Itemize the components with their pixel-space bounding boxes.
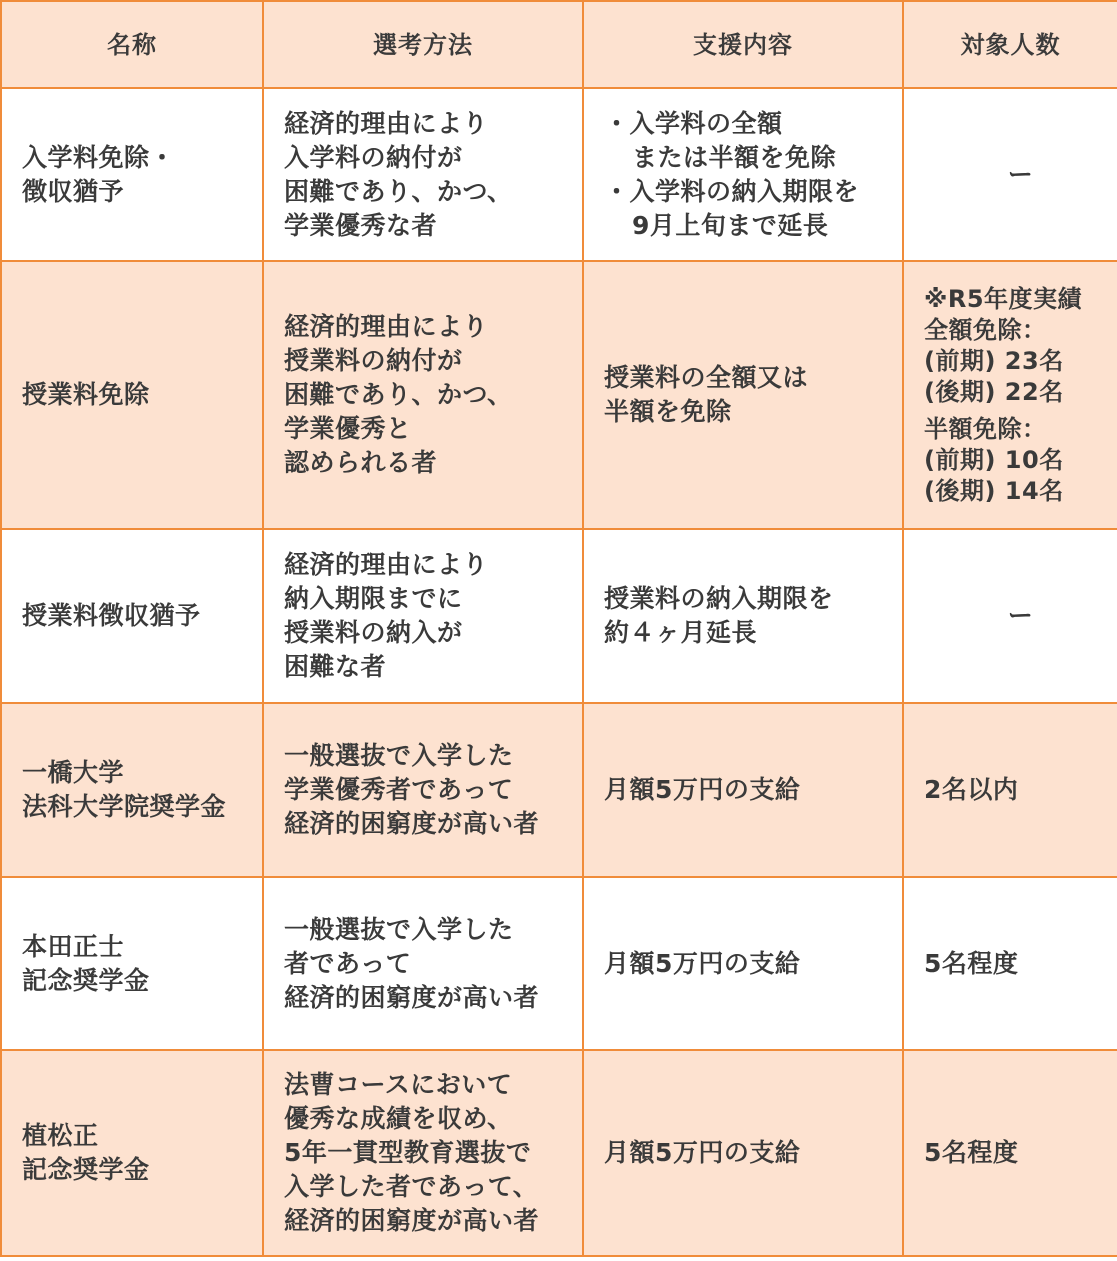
count-half-first: (前期) 10名 <box>924 445 1064 474</box>
row-support-line: 月額5万円の支給 <box>604 948 801 978</box>
count-note: ※R5年度実績 <box>924 284 1083 313</box>
row-method-line: 困難であり、かつ、 <box>284 380 513 409</box>
row-support-line: 授業料の全額又は <box>604 363 809 392</box>
row-support-line: 月額5万円の支給 <box>604 1138 801 1167</box>
row-name-line: 記念奨学金 <box>22 1155 150 1184</box>
row-method-line: 納入期限までに <box>284 584 463 613</box>
bullet-mark: ・ <box>604 108 630 138</box>
header-count: 対象人数 <box>903 1 1117 88</box>
row-method-cell <box>263 703 583 877</box>
table-row <box>1 261 1117 529</box>
row-method-line: 経済的困窮度が高い者 <box>284 809 540 838</box>
support-bullet-item <box>604 107 902 141</box>
row-count-cell: ー <box>903 88 1117 261</box>
row-name-line: 法科大学院奨学金 <box>22 792 227 821</box>
row-support-cell <box>583 703 903 877</box>
count-half-label: 半額免除： <box>924 414 1047 443</box>
row-method-line: 一般選抜で入学した <box>284 741 514 770</box>
row-method-line: 経済的困窮度が高い者 <box>284 982 540 1012</box>
row-method-line: 授業料の納入が <box>284 618 463 647</box>
row-method-line: 困難であり、かつ、 <box>284 176 513 206</box>
support-bullet-continuation: 9月上旬まで延長 <box>632 210 829 240</box>
count-full-first: (前期) 23名 <box>924 346 1064 375</box>
row-method-line: 入学した者であって、 <box>284 1172 539 1201</box>
row-name-line: 徴収猶予 <box>22 176 125 206</box>
row-name-line: 授業料徴収猶予 <box>22 601 201 630</box>
row-method-line: 学業優秀と <box>284 414 412 443</box>
row-count-cell: ー <box>903 529 1117 703</box>
row-name-line: 授業料免除 <box>22 380 150 409</box>
row-method-cell <box>263 529 583 703</box>
header-name: 名称 <box>1 1 263 88</box>
row-method-line: 経済的理由により <box>284 550 489 579</box>
header-method: 選考方法 <box>263 1 583 88</box>
row-method-cell <box>263 877 583 1050</box>
row-method-line: 優秀な成績を収め、 <box>284 1104 513 1133</box>
row-support-line: 月額5万円の支給 <box>604 775 801 804</box>
row-method-cell <box>263 261 583 529</box>
table-row <box>1 1050 1117 1256</box>
row-count-cell: 2名以内 <box>903 703 1117 877</box>
row-name-cell <box>1 877 263 1050</box>
row-support-cell <box>583 88 903 261</box>
support-bullet-text: 入学料の納入期限を <box>629 176 860 206</box>
row-name-line: 本田正士 <box>22 931 125 961</box>
count-half-second: (後期) 14名 <box>924 476 1064 505</box>
row-method-cell <box>263 1050 583 1256</box>
row-method-cell <box>263 88 583 261</box>
table-row <box>1 88 1117 261</box>
row-method-line: 困難な者 <box>284 652 387 681</box>
row-support-cell <box>583 529 903 703</box>
row-method-line: 経済的理由により <box>284 108 489 138</box>
row-method-line: 認められる者 <box>284 448 438 477</box>
count-full-label: 全額免除： <box>924 315 1047 344</box>
row-method-line: 学業優秀者であって <box>284 775 514 804</box>
row-name-cell <box>1 88 263 261</box>
header-row <box>1 1 1117 88</box>
table-row <box>1 529 1117 703</box>
row-method-line: 経済的理由により <box>284 312 489 341</box>
row-support-line: 半額を免除 <box>604 397 732 426</box>
row-name-cell <box>1 261 263 529</box>
bullet-mark: ・ <box>604 176 630 206</box>
row-method-line: 法曹コースにおいて <box>284 1070 513 1099</box>
row-support-line: 約４ヶ月延長 <box>604 618 758 647</box>
row-count-cell: 5名程度 <box>903 877 1117 1050</box>
row-method-line: 学業優秀な者 <box>284 210 438 240</box>
row-method-line: 一般選抜で入学した <box>284 914 514 944</box>
row-support-cell <box>583 261 903 529</box>
row-name-cell <box>1 1050 263 1256</box>
row-name-line: 一橋大学 <box>22 758 125 787</box>
row-support-line: 授業料の納入期限を <box>604 584 834 613</box>
row-method-line: 5年一貫型教育選抜で <box>284 1138 532 1167</box>
count-full-second: (後期) 22名 <box>924 377 1064 406</box>
row-method-line: 授業料の納付が <box>284 346 463 375</box>
row-count-cell: 5名程度 <box>903 1050 1117 1256</box>
row-method-line: 入学料の納付が <box>284 142 463 172</box>
row-support-cell <box>583 1050 903 1256</box>
row-method-line: 者であって <box>284 948 412 978</box>
row-method-line: 経済的困窮度が高い者 <box>284 1206 540 1235</box>
table-row <box>1 703 1117 877</box>
row-name-line: 植松正 <box>22 1121 99 1150</box>
support-bullet-item <box>604 175 902 209</box>
table-row <box>1 877 1117 1050</box>
support-bullet-text: 入学料の全額 <box>629 108 783 138</box>
row-name-cell <box>1 703 263 877</box>
header-support: 支援内容 <box>583 1 903 88</box>
row-count-cell <box>903 261 1117 529</box>
row-name-line: 記念奨学金 <box>22 965 150 995</box>
support-bullet-continuation: または半額を免除 <box>632 142 837 172</box>
row-name-line: 入学料免除・ <box>22 142 176 172</box>
row-support-cell <box>583 877 903 1050</box>
row-name-cell <box>1 529 263 703</box>
